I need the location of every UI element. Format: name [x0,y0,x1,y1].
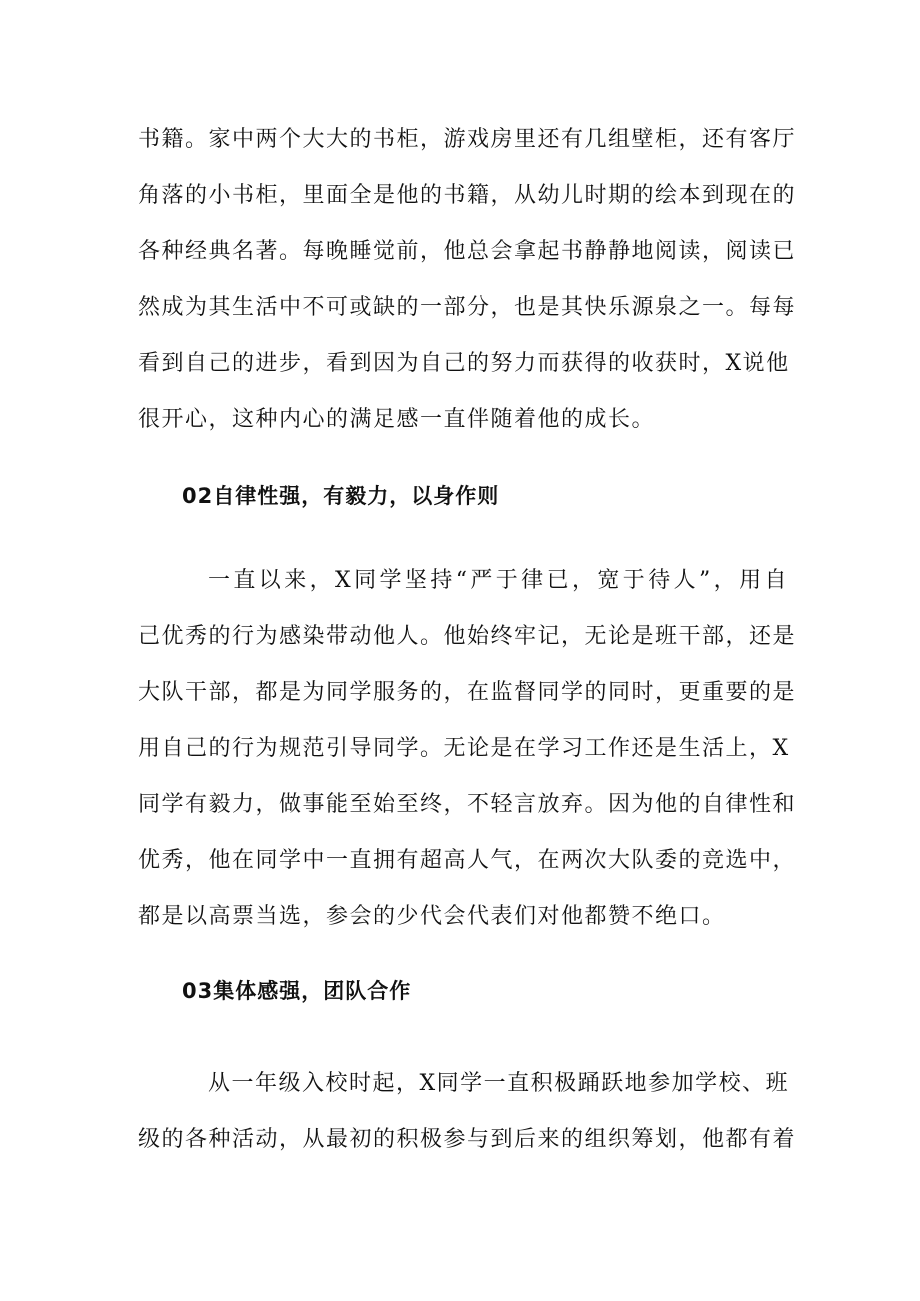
text-line: 优秀，他在同学中一直拥有超高人气，在两次大队委的竞选中， [138,848,797,873]
text-line: 很开心，这种内心的满足感一直伴随着他的成长。 [138,407,656,432]
text-line: 从一年级入校时起，X同学一直积极踊跃地参加学校、班 [208,1071,790,1096]
paragraph-teamwork [138,1056,797,1168]
text-line: 用自己的行为规范引导同学。无论是在学习工作还是生活上，X [138,736,790,761]
text-line: 大队干部，都是为同学服务的，在监督同学的同时，更重要的是 [138,680,797,705]
section-heading-self-discipline: 02自律性强，有毅力，以身作则 [182,484,500,508]
text-line: 各种经典名著。每晚睡觉前，他总会拿起书静静地阅读，阅读已 [138,239,797,264]
paragraph-self-discipline [138,553,797,945]
section-heading-teamwork: 03集体感强，团队合作 [182,979,412,1003]
text-line: 书籍。家中两个大大的书柜，游戏房里还有几组壁柜，还有客厅 [138,127,797,152]
text-line: 看到自己的进步，看到因为自己的努力而获得的收获时，X说他 [138,351,790,376]
text-line: 同学有毅力，做事能至始至终，不轻言放弃。因为他的自律性和 [138,792,797,817]
text-line: 己优秀的行为感染带动他人。他始终牢记，无论是班干部，还是 [138,624,797,649]
paragraph-reading-habits [138,112,797,448]
text-line: 然成为其生活中不可或缺的一部分，也是其快乐源泉之一。每每 [138,295,797,320]
text-line: 角落的小书柜，里面全是他的书籍，从幼儿时期的绘本到现在的 [138,183,797,208]
text-line: 一直以来，X同学坚持“严于律已，宽于待人”，用自 [208,568,788,593]
text-line: 都是以高票当选，参会的少代会代表们对他都赞不绝口。 [138,904,726,929]
text-line: 级的各种活动，从最初的积极参与到后来的组织筹划，他都有着 [138,1127,797,1152]
